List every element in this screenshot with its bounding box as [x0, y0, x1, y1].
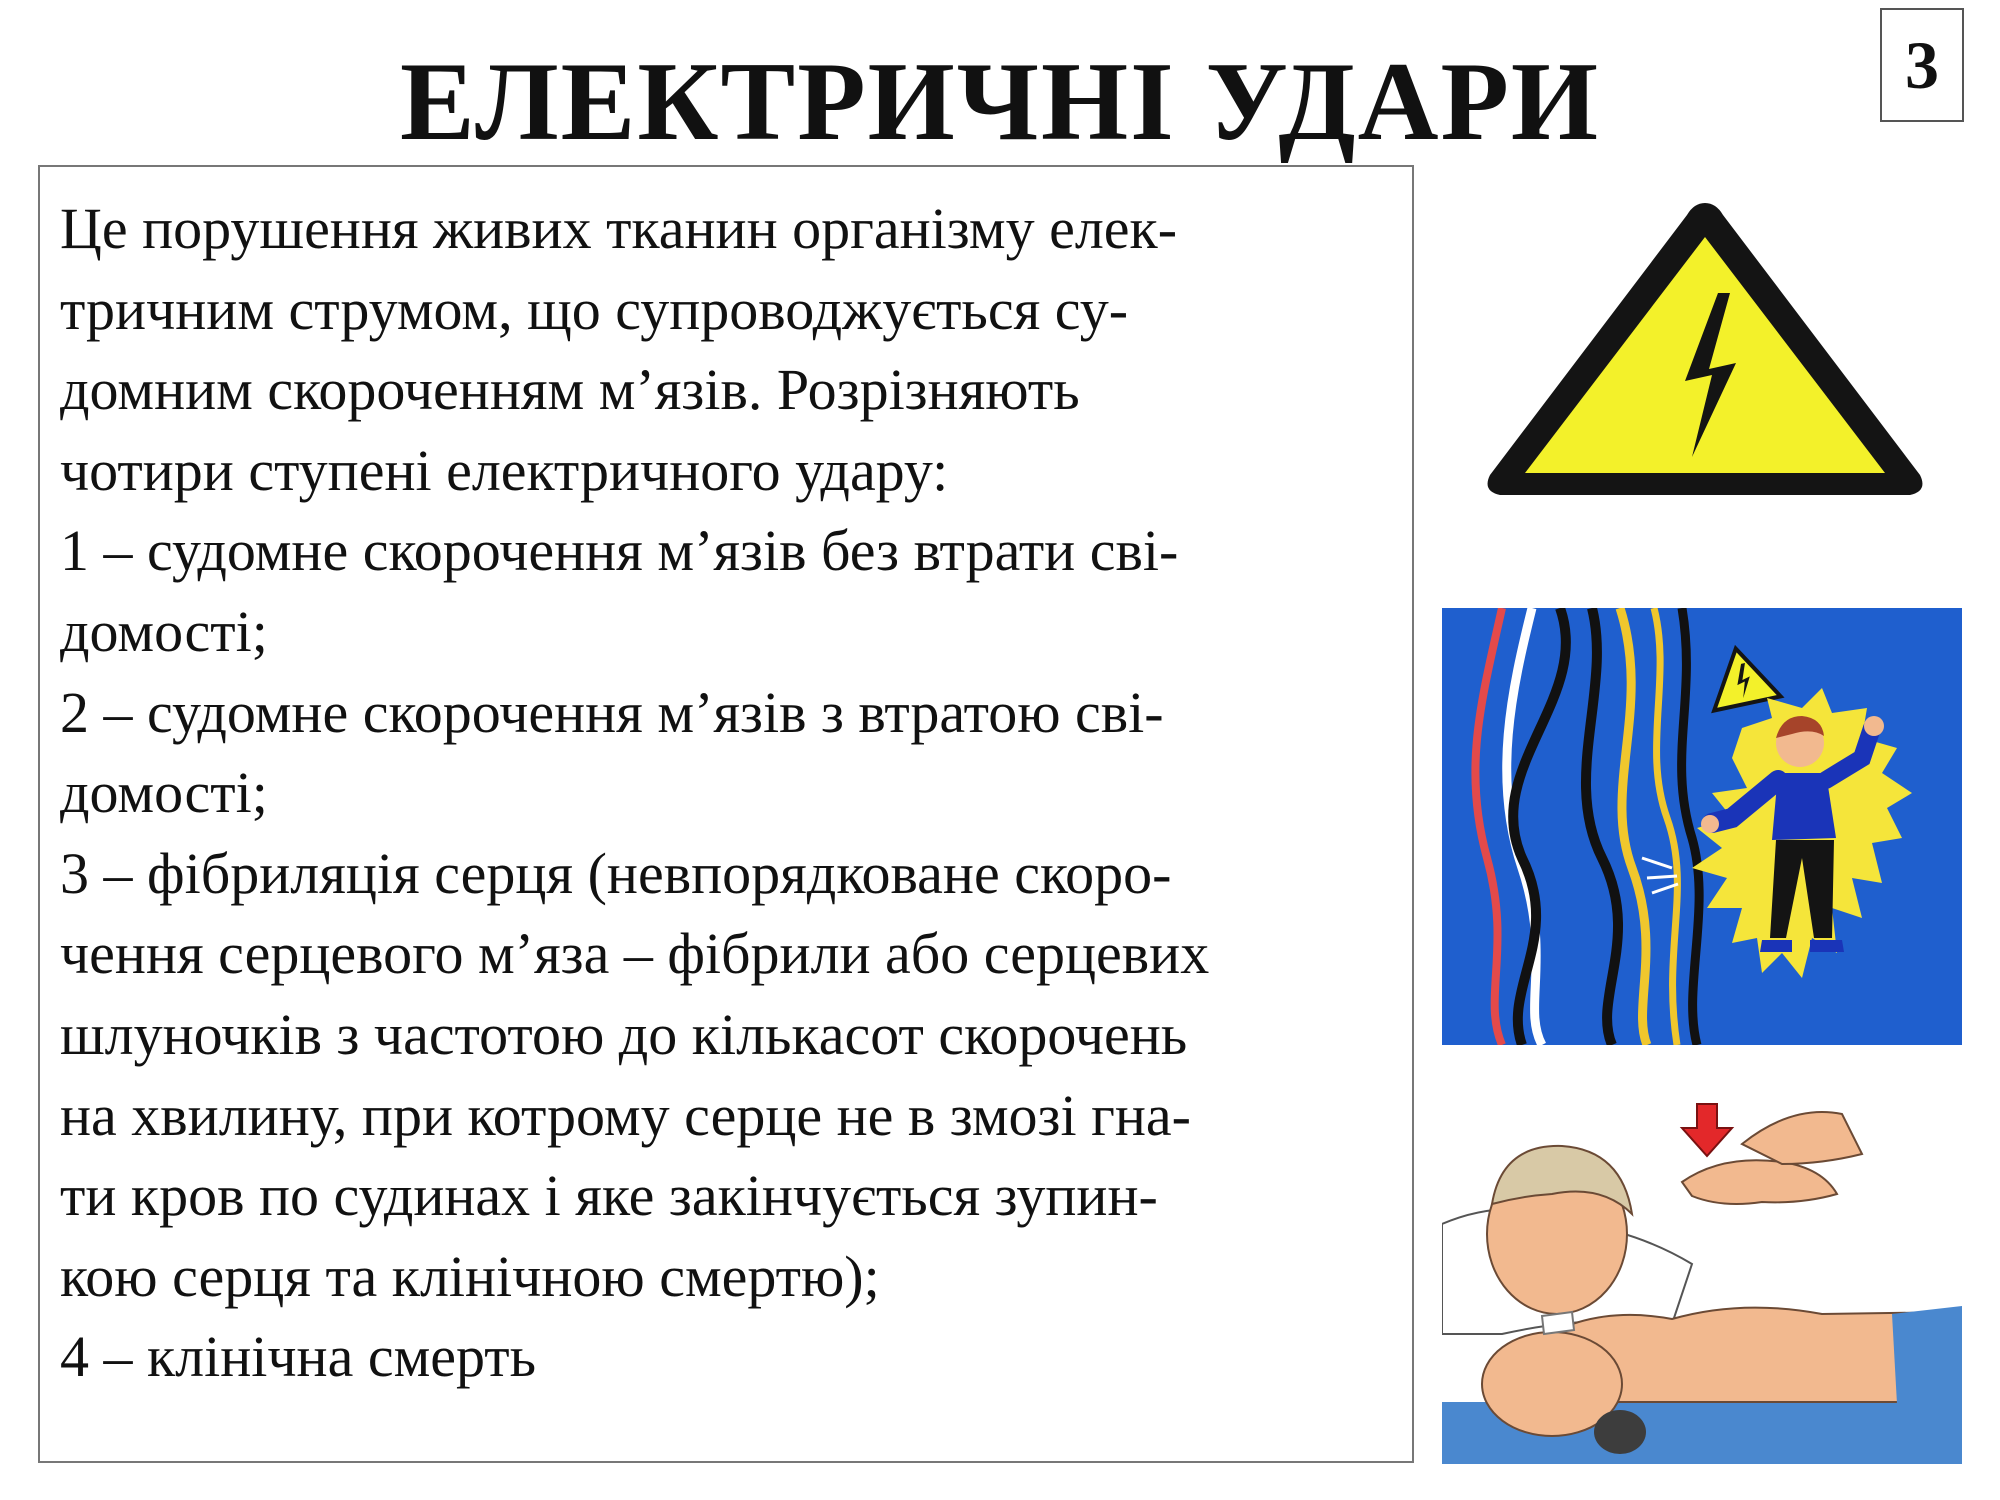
- text-line: 2 – судомне скорочення м’язів з втратою сві-: [60, 679, 1164, 745]
- page-number: 3: [1880, 8, 1964, 122]
- text-line: 1 – судомне скорочення м’язів без втрати сві-: [60, 518, 1179, 584]
- text-line: шлуночків з частотою до кількасот скорочень: [60, 1001, 1188, 1067]
- page-title: ЕЛЕКТРИЧНІ УДАРИ: [399, 40, 1601, 164]
- text-line: кою серця та клінічною смертю);: [60, 1243, 880, 1309]
- electric-shock-illustration: [1442, 608, 1962, 1045]
- high-voltage-warning-icon: [1480, 195, 1930, 505]
- text-line: чотири ступені електричного удару:: [60, 437, 949, 503]
- text-line: ти кров по судинах і яке закінчується зупин-: [60, 1163, 1158, 1229]
- text-line: домості;: [60, 760, 268, 826]
- cpr-rescue-breathing-illustration: [1442, 1084, 1962, 1464]
- text-line: домним скороченням м’язів. Розрізняють: [60, 357, 1080, 423]
- text-line: 4 – клінічна смерть: [60, 1324, 537, 1390]
- text-line: Це порушення живих тканин організму елек-: [60, 196, 1178, 261]
- definition-text-box: [38, 165, 1414, 1463]
- text-line: домості;: [60, 598, 268, 664]
- text-line: чення серцевого м’яза – фібрили або серцевих: [60, 921, 1210, 987]
- text-line: тричним струмом, що супроводжується су-: [60, 276, 1129, 342]
- text-line: на хвилину, при котрому серце не в змозі гна-: [60, 1082, 1191, 1148]
- text-line: 3 – фібриляція серця (невпорядковане скоро-: [60, 840, 1172, 906]
